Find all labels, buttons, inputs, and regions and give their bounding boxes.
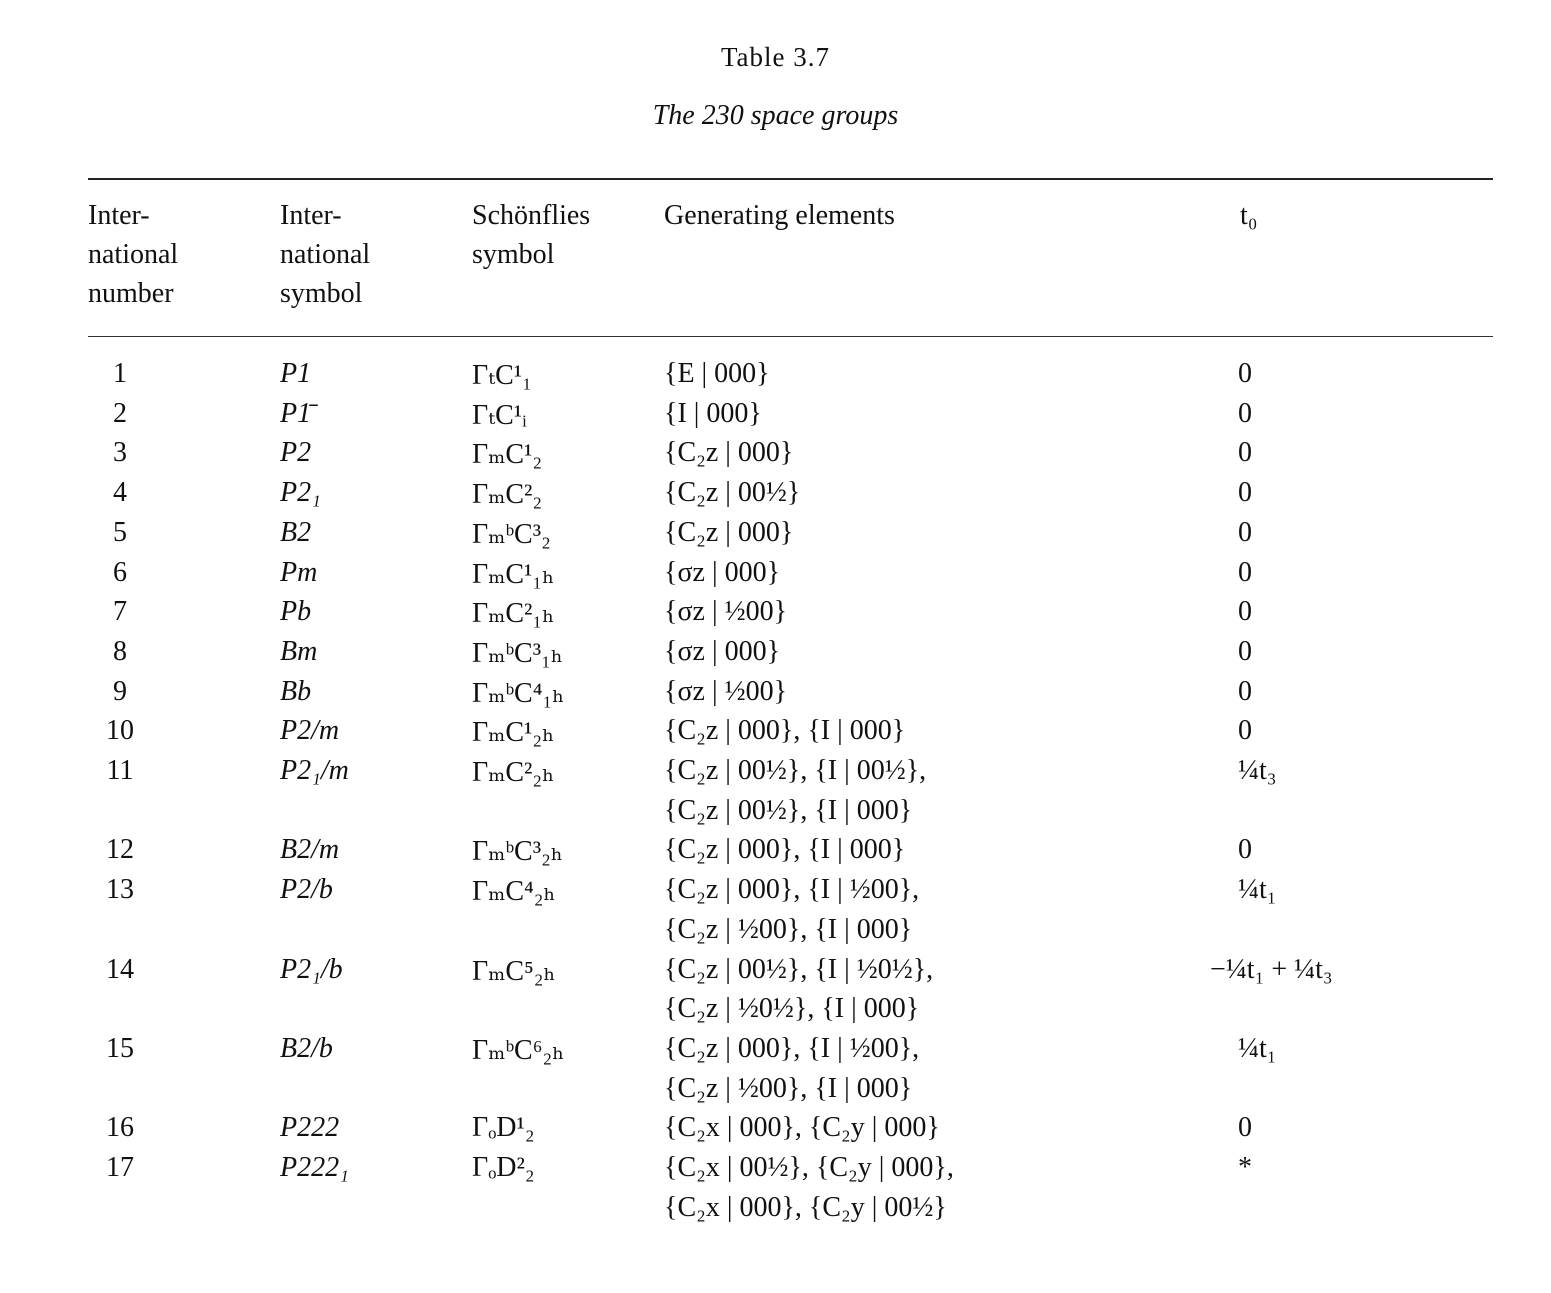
cell-schoenflies-symbol: ΓₜC¹ᵢ: [472, 399, 527, 431]
cell-schoenflies-symbol: ΓₘᵇC³₁ₕ: [472, 637, 563, 669]
cell-international-number: 12: [106, 834, 134, 866]
cell-international-symbol: Pm: [280, 556, 318, 588]
cell-schoenflies-symbol: ΓₘᵇC³₂ₕ: [472, 836, 563, 868]
cell-schoenflies-symbol: ΓₜC¹₁: [472, 360, 532, 391]
table-row: [0, 477, 1551, 517]
cell-t0: −¼t₁ + ¼t₃: [1210, 953, 1333, 985]
cell-generating-elements: {C₂z | 000}, {I | ½00},: [664, 1032, 920, 1064]
cell-international-symbol: P2: [280, 437, 312, 469]
cell-generating-elements: {C₂z | ½0½}, {I | 000}: [664, 993, 920, 1025]
table-row: [0, 437, 1551, 477]
cell-international-number: 5: [113, 516, 127, 548]
cell-schoenflies-symbol: ΓₘC⁵₂ₕ: [472, 955, 556, 987]
cell-schoenflies-symbol: ΓₘᵇC⁶₂ₕ: [472, 1034, 565, 1066]
table-row: [0, 914, 1551, 954]
cell-generating-elements: {C₂z | 00½}, {I | 00½},: [664, 755, 927, 786]
table-row: [0, 557, 1551, 597]
cell-t0: 0: [1238, 397, 1252, 429]
cell-schoenflies-symbol: ΓₘC⁴₂ₕ: [472, 876, 556, 908]
cell-international-number: 1: [113, 358, 127, 389]
cell-schoenflies-symbol: ΓₘC¹₁ₕ: [472, 558, 555, 590]
cell-schoenflies-symbol: ΓₒD²₂: [472, 1152, 535, 1183]
cell-international-symbol: P2/b: [280, 874, 333, 906]
table-title: The 230 space groups: [652, 100, 899, 131]
table-row: [0, 993, 1551, 1033]
cell-generating-elements: {C₂z | 000}: [664, 516, 794, 548]
cell-generating-elements: {C₂z | ½00}, {I | 000}: [664, 1072, 913, 1104]
cell-generating-elements: {σz | 000}: [664, 635, 781, 667]
cell-generating-elements: {C₂z | 00½}: [664, 477, 801, 509]
cell-international-symbol: P2/m: [280, 715, 340, 747]
cell-t0: 0: [1238, 715, 1252, 747]
header-rule: [88, 336, 1493, 337]
cell-international-number: 6: [113, 556, 127, 588]
cell-generating-elements: {E | 000}: [664, 358, 770, 389]
cell-international-symbol: P2₁/m: [280, 755, 349, 786]
cell-generating-elements: {C₂z | 000}, {I | 000}: [664, 715, 906, 747]
cell-international-number: 14: [106, 953, 134, 985]
cell-t0: 0: [1238, 556, 1252, 588]
cell-international-symbol: P2₁/b: [280, 953, 343, 985]
header-t0: t₀: [1240, 200, 1258, 231]
cell-t0: 0: [1238, 834, 1252, 866]
cell-generating-elements: {C₂z | 00½}, {I | ½0½},: [664, 953, 934, 985]
cell-international-symbol: P1̄: [280, 397, 312, 429]
cell-t0: 0: [1238, 516, 1252, 548]
cell-schoenflies-symbol: ΓₘC¹₂ₕ: [472, 717, 555, 749]
cell-international-number: 15: [106, 1032, 134, 1064]
cell-generating-elements: {C₂z | 000}: [664, 437, 794, 469]
cell-international-number: 17: [106, 1152, 134, 1183]
table-row: [0, 1152, 1551, 1192]
table-row: [0, 517, 1551, 557]
cell-international-symbol: P2₁: [280, 477, 321, 509]
table-row: [0, 1192, 1551, 1232]
cell-international-number: 3: [113, 437, 127, 469]
table-row: [0, 398, 1551, 438]
table-row: [0, 755, 1551, 795]
cell-schoenflies-symbol: ΓₘC²₂ₕ: [472, 757, 555, 788]
header-schoenflies-symbol: Schönflies symbol: [472, 200, 591, 270]
cell-schoenflies-symbol: ΓₘᵇC⁴₁ₕ: [472, 677, 565, 709]
cell-generating-elements: {C₂z | 00½}, {I | 000}: [664, 794, 913, 826]
cell-international-number: 8: [113, 635, 127, 667]
table-caption: Table 3.7: [720, 42, 831, 72]
cell-international-number: 4: [113, 477, 127, 509]
cell-international-number: 13: [106, 874, 134, 906]
cell-t0: 0: [1238, 1112, 1252, 1144]
table-row: [0, 874, 1551, 914]
cell-international-number: 11: [106, 755, 134, 786]
table-row: [0, 1112, 1551, 1152]
cell-international-number: 9: [113, 675, 127, 707]
table-row: [0, 954, 1551, 994]
cell-schoenflies-symbol: ΓₘC²₂: [472, 479, 543, 511]
cell-generating-elements: {σz | 000}: [664, 556, 781, 588]
table-row: [0, 358, 1551, 398]
cell-international-number: 2: [113, 397, 127, 429]
table-row: [0, 596, 1551, 636]
cell-t0: ¼t₁: [1238, 874, 1277, 906]
cell-generating-elements: {I | 000}: [664, 397, 762, 429]
cell-international-number: 10: [106, 715, 134, 747]
cell-international-symbol: Bb: [280, 675, 312, 707]
cell-international-symbol: Pb: [280, 596, 312, 628]
cell-schoenflies-symbol: ΓₒD¹₂: [472, 1112, 535, 1144]
cell-schoenflies-symbol: ΓₘC²₁ₕ: [472, 598, 555, 630]
header-international-symbol: Inter- national symbol: [280, 200, 371, 309]
table-row: [0, 795, 1551, 835]
cell-t0: 0: [1238, 596, 1252, 628]
cell-schoenflies-symbol: ΓₘC¹₂: [472, 439, 543, 471]
cell-t0: 0: [1238, 477, 1252, 509]
cell-generating-elements: {σz | ½00}: [664, 675, 788, 707]
header-generating-elements: Generating elements: [664, 200, 895, 231]
cell-generating-elements: {C₂x | 000}, {C₂y | 000}: [664, 1112, 940, 1144]
cell-generating-elements: {C₂x | 00½}, {C₂y | 000},: [664, 1152, 954, 1183]
cell-schoenflies-symbol: ΓₘᵇC³₂: [472, 518, 551, 550]
cell-international-number: 16: [106, 1112, 134, 1144]
header-international-number: Inter- national number: [88, 200, 179, 309]
cell-t0: 0: [1238, 358, 1252, 389]
cell-generating-elements: {C₂z | 000}, {I | ½00},: [664, 874, 920, 906]
cell-t0: *: [1238, 1152, 1252, 1183]
cell-international-symbol: B2/m: [280, 834, 340, 866]
cell-international-symbol: B2: [280, 516, 312, 548]
table-row: [0, 834, 1551, 874]
cell-t0: 0: [1238, 437, 1252, 469]
table-row: [0, 715, 1551, 755]
cell-generating-elements: {C₂z | 000}, {I | 000}: [664, 834, 906, 866]
cell-international-symbol: B2/b: [280, 1032, 333, 1064]
cell-generating-elements: {C₂x | 000}, {C₂y | 00½}: [664, 1191, 947, 1223]
cell-generating-elements: {σz | ½00}: [664, 596, 788, 628]
table-row: [0, 1073, 1551, 1113]
cell-t0: 0: [1238, 675, 1252, 707]
cell-t0: 0: [1238, 635, 1252, 667]
cell-international-symbol: P222₁: [280, 1152, 349, 1183]
cell-international-number: 7: [113, 596, 127, 628]
cell-t0: ¼t₁: [1238, 1032, 1277, 1064]
cell-t0: ¼t₃: [1238, 755, 1277, 786]
table-row: [0, 636, 1551, 676]
cell-international-symbol: Bm: [280, 635, 318, 667]
cell-international-symbol: P222: [280, 1112, 340, 1144]
cell-generating-elements: {C₂z | ½00}, {I | 000}: [664, 913, 913, 945]
table-row: [0, 1033, 1551, 1073]
top-rule: [88, 178, 1493, 180]
cell-international-symbol: P1: [280, 358, 312, 389]
table-row: [0, 676, 1551, 716]
